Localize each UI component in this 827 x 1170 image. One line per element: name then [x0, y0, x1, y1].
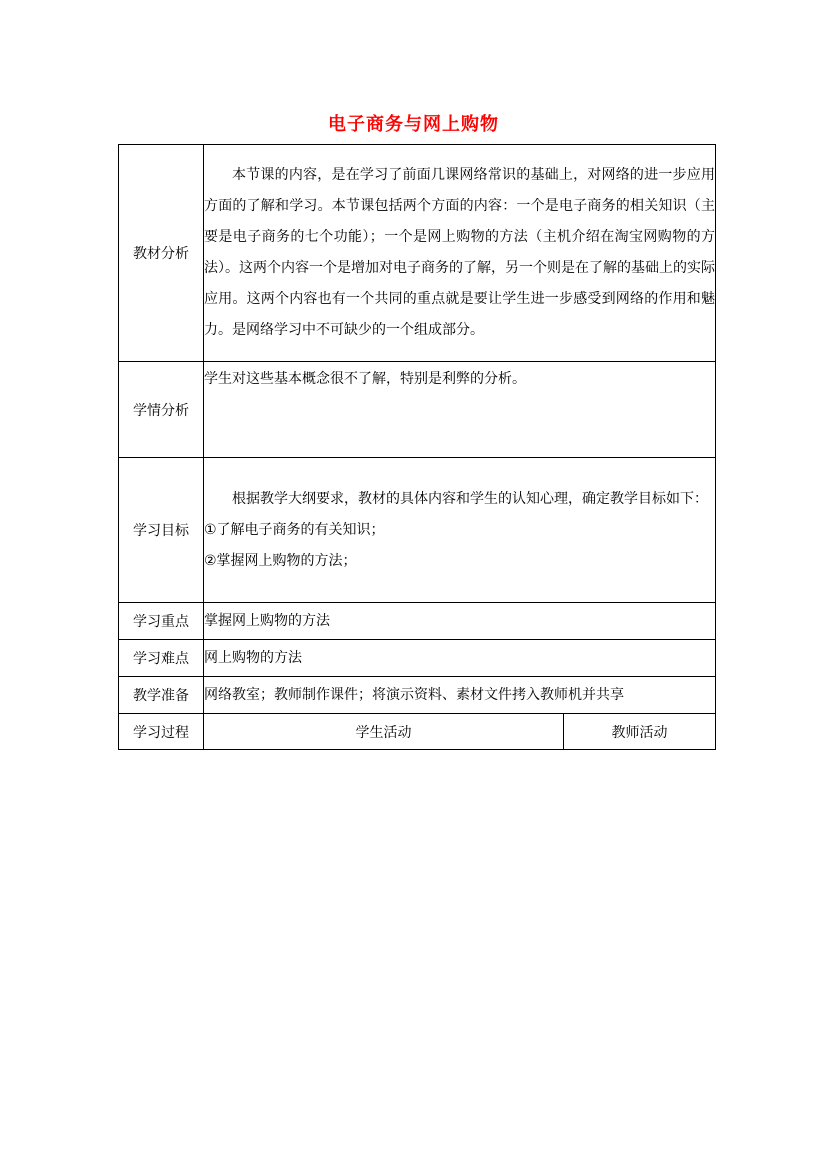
- objectives-intro: 根据教学大纲要求，教材的具体内容和学生的认知心理，确定教学目标如下：: [232, 490, 708, 507]
- lesson-plan-table: [118, 144, 716, 750]
- teacher-activity-header: 教师活动: [564, 714, 716, 750]
- material-analysis-paragraph: 本节课的内容，是在学习了前面几课网络常识的基础上，对网络的进一步应用方面的了解和学习。本节课包括两个方面的内容：一个是电子商务的相关知识（主要是电子商务的七个功能）；一个是网上购物的方法（主机介绍在淘宝网购物的方法）。这两个内容一个是增加对电子商务的了解，另一个则是在了解的基础上的实际应用。这两个内容也有一个共同的重点就是要让学生进一步感受到网络的作用和魅力。是网络学习中不可缺少的一个组成部分。: [204, 167, 715, 338]
- row-student-analysis: [119, 362, 716, 458]
- label-material-analysis: 教材分析: [119, 145, 204, 362]
- row-objectives: [119, 458, 716, 603]
- label-preparation: 教学准备: [119, 677, 204, 714]
- material-analysis-text: [204, 145, 716, 362]
- preparation-text: 网络教室；教师制作课件；将演示资料、素材文件拷入教师机并共享: [204, 677, 716, 714]
- label-difficulty: 学习难点: [119, 640, 204, 677]
- row-process: [119, 714, 716, 750]
- objective-item: ①了解电子商务的有关知识；: [204, 521, 385, 538]
- row-material-analysis: [119, 145, 716, 362]
- student-activity-header: 学生活动: [204, 714, 564, 750]
- objective-item: ②掌握网上购物的方法；: [204, 552, 357, 569]
- difficulty-text: 网上购物的方法: [204, 640, 716, 677]
- label-process: 学习过程: [119, 714, 204, 750]
- label-objectives: 学习目标: [119, 458, 204, 603]
- row-key-point: [119, 603, 716, 640]
- key-point-text: 掌握网上购物的方法: [204, 603, 716, 640]
- label-key-point: 学习重点: [119, 603, 204, 640]
- row-difficulty: [119, 640, 716, 677]
- page-title: 电子商务与网上购物: [328, 114, 499, 135]
- row-preparation: [119, 677, 716, 714]
- objectives-text: [204, 458, 716, 603]
- label-student-analysis: 学情分析: [119, 362, 204, 458]
- student-analysis-paragraph: 学生对这些基本概念很不了解，特别是利弊的分析。: [204, 371, 526, 387]
- student-analysis-text: [204, 362, 716, 458]
